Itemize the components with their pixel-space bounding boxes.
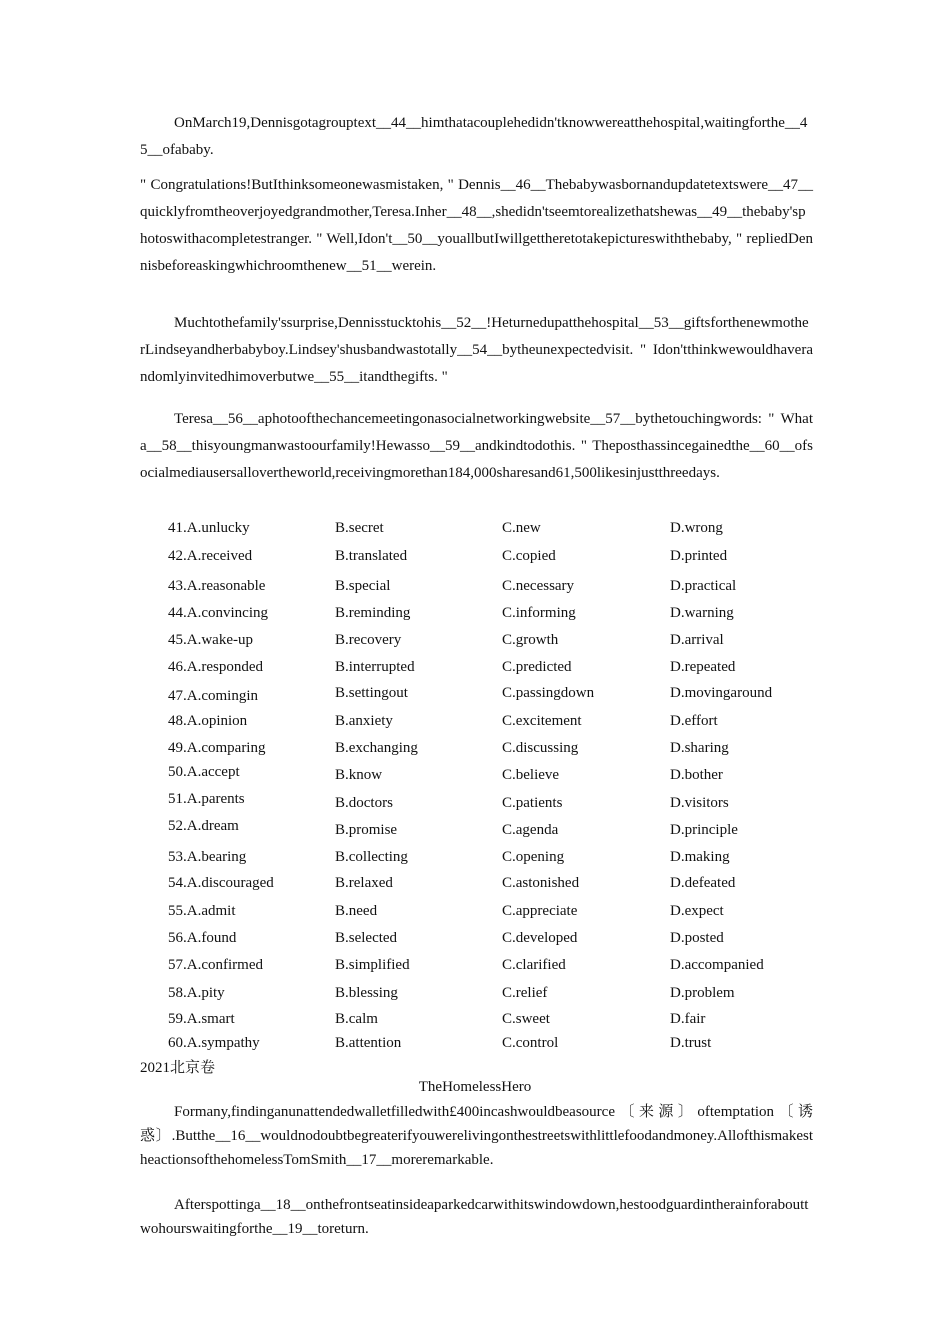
passage-paragraph-1: OnMarch19,Dennisgotagrouptext__44__himthatacouplehedidn'tknowwereatthehospital,waitingforthe__45__ofababy. xyxy=(140,115,808,158)
option-a: 57.A.confirmed xyxy=(168,957,263,973)
option-b: B.translated xyxy=(335,548,408,564)
option-d: D.arrival xyxy=(670,632,724,648)
passage-paragraph-4: Teresa__56__aphotoofthechancemeetingonasocialnetworkingwebsite__57__bythetouchingwords: " Whata__58__thisyoungmanwastoourfamily!Hewasso__59__andkindtodothis. " Theposthassincegainedthe__60__ofsocialmediausersallovertheworld,receivingmorethan184,000sharesand61,500likesinjustthreedays. xyxy=(140,411,813,481)
option-d: D.repeated xyxy=(670,659,736,675)
passage-paragraph-3: Muchtothefamily'ssurprise,Dennisstucktohis__52__!Heturnedupatthehospital__53__giftsforthenewmotherLindseyandherbabyboy.Lindsey'shusbandwastotally__54__bytheunexpectedvisit. " Idon'tthinkwewouldhaverandomlyinvitedhimoverbutwe__55__itandthegifts. " xyxy=(140,315,813,385)
option-c: C.growth xyxy=(502,632,559,648)
question-row xyxy=(168,605,828,627)
option-d: D.effort xyxy=(670,713,718,729)
question-row xyxy=(168,685,828,707)
option-a: 51.A.parents xyxy=(168,791,245,807)
question-row xyxy=(168,764,828,786)
question-row xyxy=(168,740,828,762)
option-a: 42.A.received xyxy=(168,548,253,564)
option-a: 53.A.bearing xyxy=(168,849,247,865)
option-c: C.control xyxy=(502,1035,559,1051)
option-b: B.promise xyxy=(335,822,398,838)
question-row xyxy=(168,875,828,897)
option-a: 44.A.convincing xyxy=(168,605,268,621)
option-a: 46.A.responded xyxy=(168,659,263,675)
option-c: C.astonished xyxy=(502,875,580,891)
option-b: B.know xyxy=(335,767,383,783)
option-c: C.appreciate xyxy=(502,903,578,919)
option-c: C.developed xyxy=(502,930,578,946)
option-b: B.doctors xyxy=(335,795,393,811)
option-a: 59.A.smart xyxy=(168,1011,235,1027)
option-d: D.posted xyxy=(670,930,724,946)
option-b: B.blessing xyxy=(335,985,398,1001)
option-a: 52.A.dream xyxy=(168,818,239,834)
option-d: D.wrong xyxy=(670,520,723,536)
option-c: C.clarified xyxy=(502,957,566,973)
option-d: D.sharing xyxy=(670,740,729,756)
option-a: 58.A.pity xyxy=(168,985,225,1001)
option-c: C.copied xyxy=(502,548,556,564)
option-d: D.principle xyxy=(670,822,738,838)
question-row xyxy=(168,818,828,840)
option-c: C.new xyxy=(502,520,541,536)
question-row xyxy=(168,903,828,925)
passage-title: TheHomelessHero xyxy=(418,1079,532,1095)
option-d: D.expect xyxy=(670,903,724,919)
question-row xyxy=(168,930,828,952)
question-row xyxy=(168,659,828,681)
option-a: 56.A.found xyxy=(168,930,237,946)
option-b: B.recovery xyxy=(335,632,402,648)
option-a: 55.A.admit xyxy=(168,903,236,919)
option-b: B.settingout xyxy=(335,685,408,701)
option-a: 60.A.sympathy xyxy=(168,1035,260,1051)
question-row xyxy=(168,632,828,654)
option-b: B.collecting xyxy=(335,849,408,865)
option-c: C.necessary xyxy=(502,578,575,594)
option-c: C.excitement xyxy=(502,713,582,729)
section2-paragraph-1: Formany,findinganunattendedwalletfilledwith£400incashwouldbeasource〔来源〕oftemptation〔诱惑〕.Butthe__16__wouldnodoubtbegreaterifyouwerelivingonthestreetswithlittlefoodandmoney.AllofthismakestheactionsofthehomelessTomSmith__17__moreremarkable. xyxy=(140,1104,813,1168)
option-d: D.problem xyxy=(670,985,735,1001)
option-d: D.defeated xyxy=(670,875,736,891)
option-b: B.need xyxy=(335,903,378,919)
option-b: B.exchanging xyxy=(335,740,418,756)
option-d: D.visitors xyxy=(670,795,729,811)
option-c: C.patients xyxy=(502,795,563,811)
option-c: C.sweet xyxy=(502,1011,550,1027)
question-row xyxy=(168,985,828,1007)
passage-paragraph-2: " Congratulations!ButIthinksomeonewasmistaken, " Dennis__46__Thebabywasbornandupdatetextswere__47__quicklyfromtheoverjoyedgrandmother,Teresa.Inher__48__,shedidn'tseemtorealizethatshewas__49__thebaby'sphotoswithacompletestranger. " Well,Idon't__50__youallbutIwillgettheretotakepictureswiththebaby, " repliedDennisbeforeaskingwhichroomthenew__51__werein. xyxy=(140,177,813,274)
question-row xyxy=(168,520,828,542)
option-b: B.special xyxy=(335,578,391,594)
option-c: C.opening xyxy=(502,849,565,865)
option-b: B.attention xyxy=(335,1035,402,1051)
option-a: 45.A.wake-up xyxy=(168,632,253,648)
option-a: 47.A.comingin xyxy=(168,688,258,704)
section-heading: 2021北京卷 xyxy=(140,1060,216,1076)
option-c: C.relief xyxy=(502,985,548,1001)
option-a: 48.A.opinion xyxy=(168,713,248,729)
option-a: 54.A.discouraged xyxy=(168,875,274,891)
question-row xyxy=(168,957,828,979)
option-a: 41.A.unlucky xyxy=(168,520,250,536)
option-d: D.accompanied xyxy=(670,957,764,973)
section2-paragraph-2: Afterspottinga__18__onthefrontseatinsideaparkedcarwithitswindowdown,hestoodguardintherainforabouttwohourswaitingforthe__19__toreturn. xyxy=(140,1197,809,1237)
option-b: B.simplified xyxy=(335,957,410,973)
option-c: C.discussing xyxy=(502,740,579,756)
option-c: C.believe xyxy=(502,767,560,783)
question-row xyxy=(168,791,828,813)
option-b: B.calm xyxy=(335,1011,378,1027)
option-a: 43.A.reasonable xyxy=(168,578,266,594)
option-d: D.practical xyxy=(670,578,737,594)
option-b: B.secret xyxy=(335,520,384,536)
option-b: B.interrupted xyxy=(335,659,415,675)
question-row xyxy=(168,1011,828,1033)
option-d: D.fair xyxy=(670,1011,706,1027)
option-b: B.reminding xyxy=(335,605,411,621)
question-row xyxy=(168,849,828,871)
option-d: D.movingaround xyxy=(670,685,773,701)
option-c: C.passingdown xyxy=(502,685,595,701)
option-c: C.informing xyxy=(502,605,576,621)
option-c: C.agenda xyxy=(502,822,559,838)
option-d: D.printed xyxy=(670,548,728,564)
option-b: B.selected xyxy=(335,930,398,946)
option-c: C.predicted xyxy=(502,659,572,675)
option-d: D.making xyxy=(670,849,730,865)
option-d: D.trust xyxy=(670,1035,712,1051)
question-row xyxy=(168,548,828,570)
option-b: B.anxiety xyxy=(335,713,393,729)
option-a: 49.A.comparing xyxy=(168,740,266,756)
option-a: 50.A.accept xyxy=(168,764,240,780)
option-d: D.warning xyxy=(670,605,734,621)
question-row xyxy=(168,713,828,735)
question-row xyxy=(168,1035,828,1057)
option-d: D.bother xyxy=(670,767,723,783)
question-row xyxy=(168,578,828,600)
option-b: B.relaxed xyxy=(335,875,393,891)
